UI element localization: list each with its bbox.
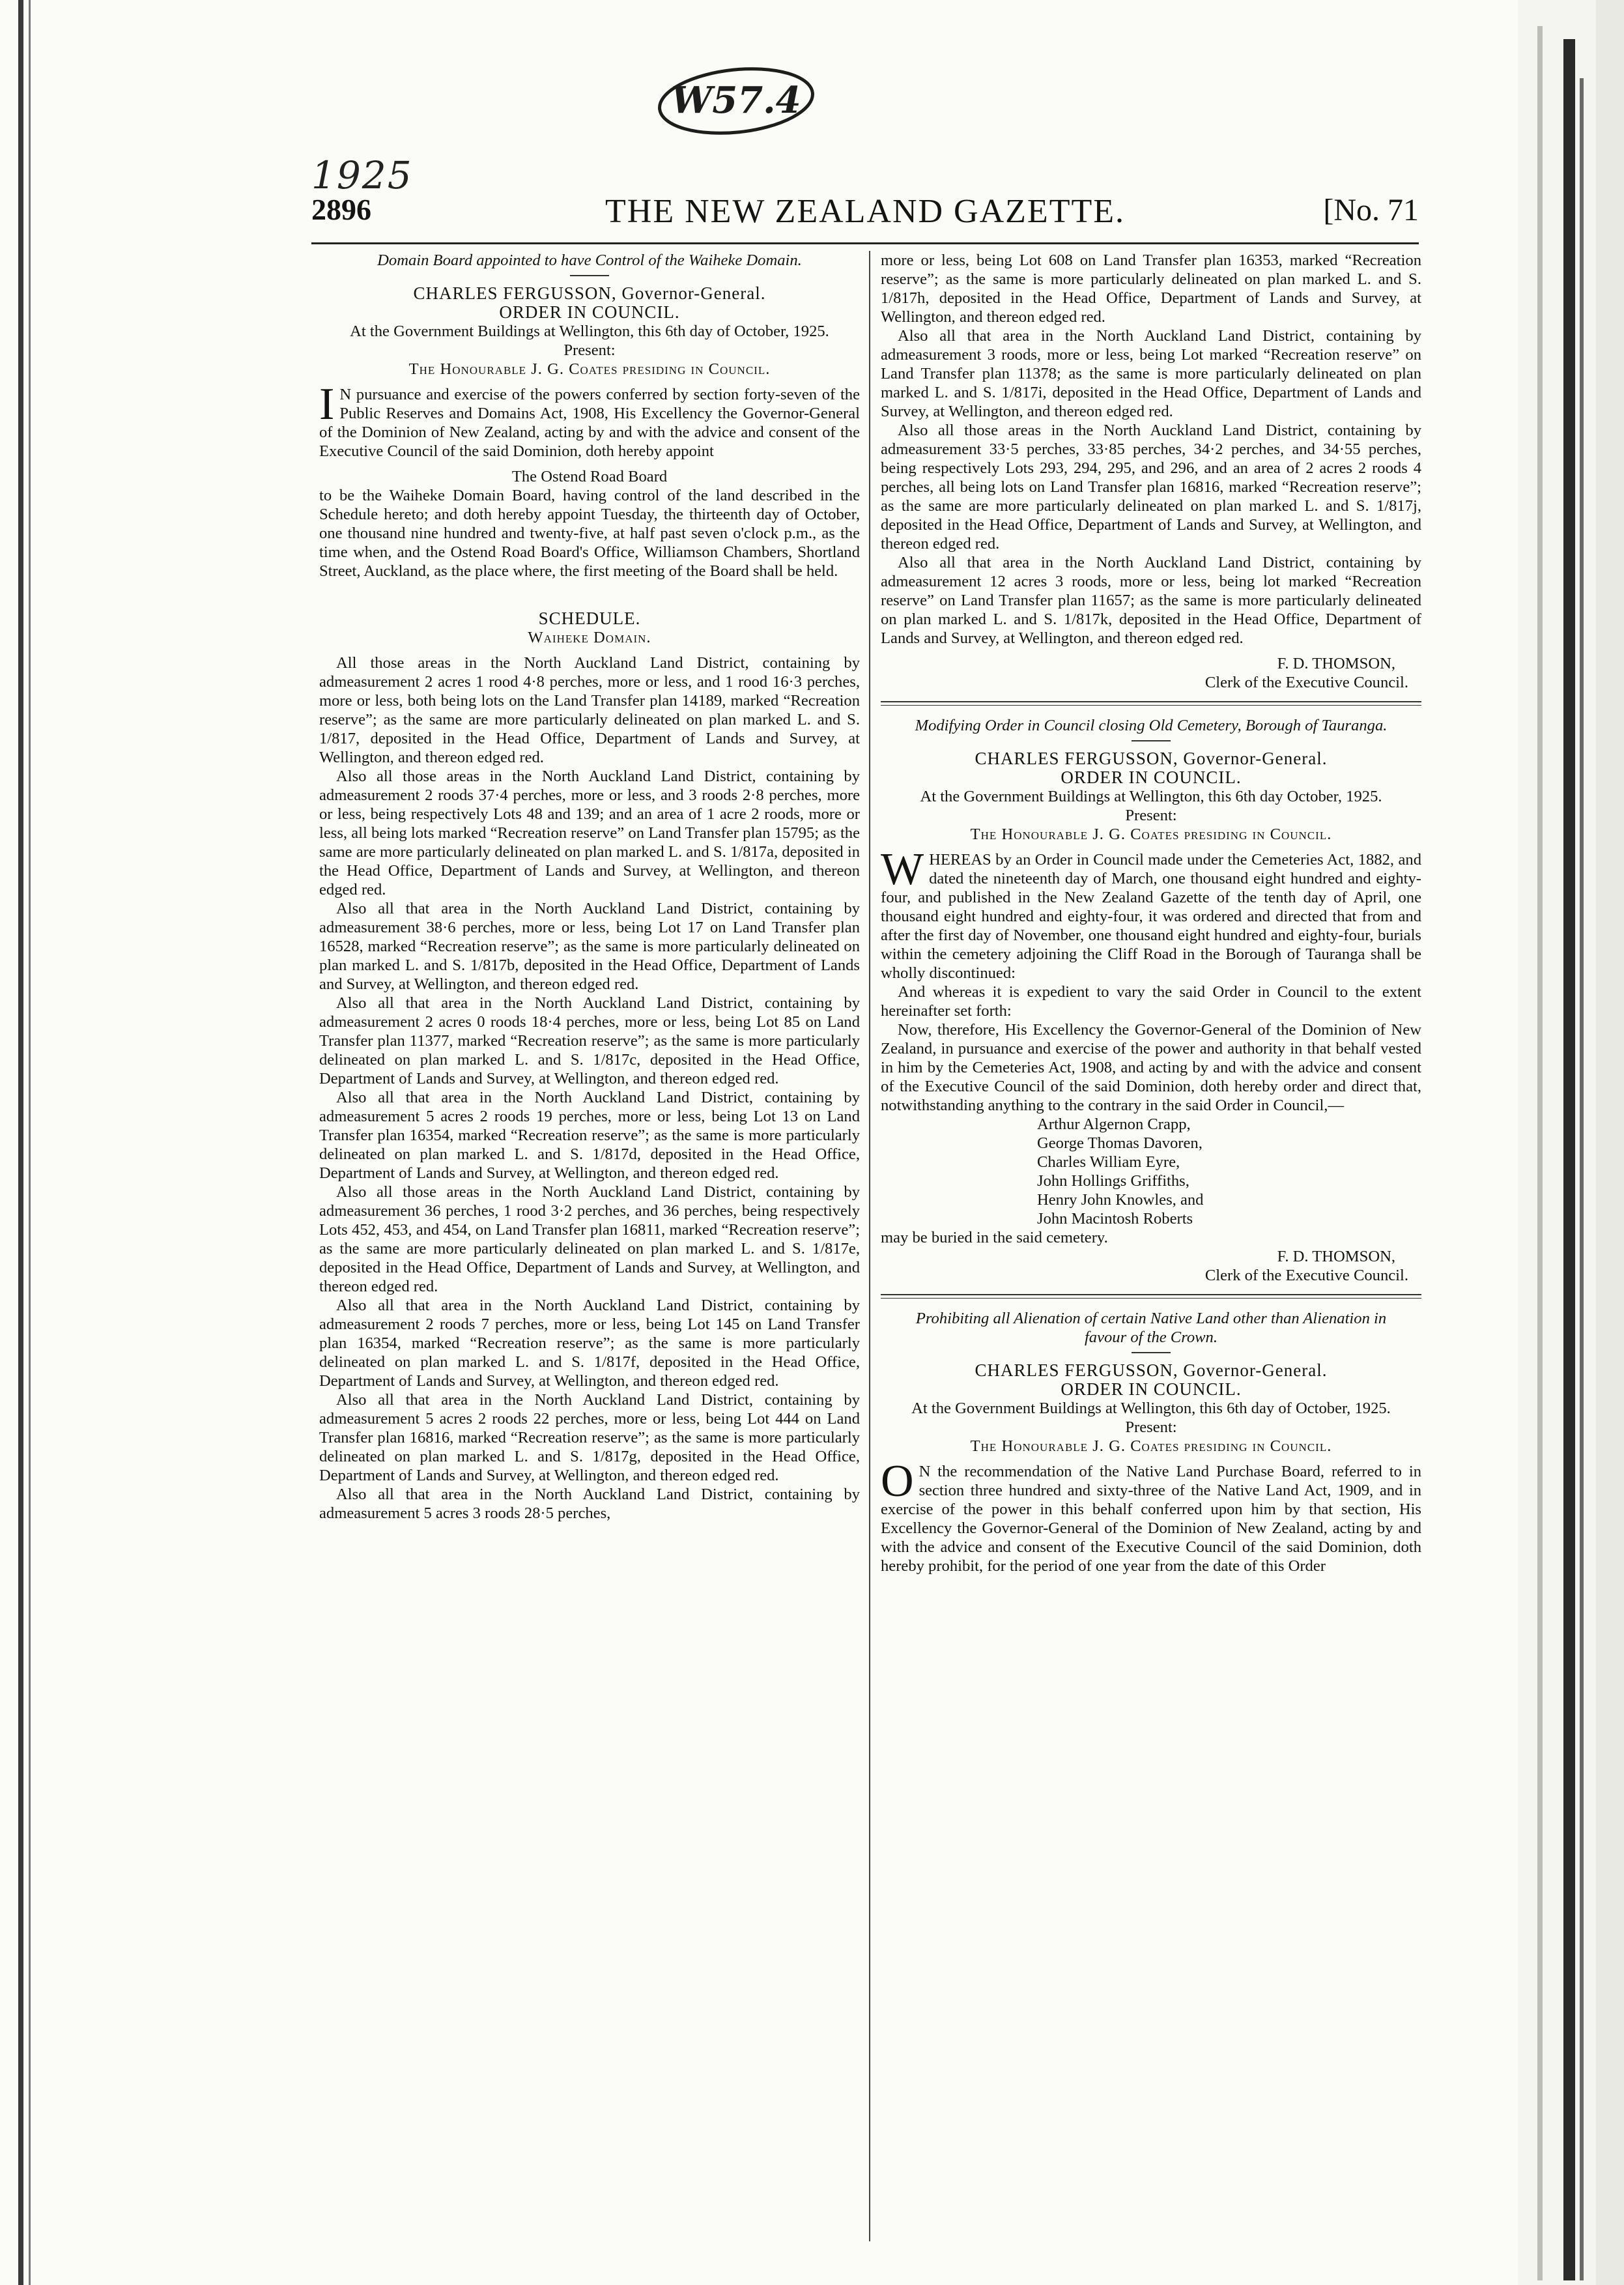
schedule-paragraph: Also all that area in the North Auckland Land District, containing by admeasurement 2 roods 7 perches, more or less, being Lot 145 on Land Transfer plan 16354, marked “Recreation reserve”; as the same is more particularly delineated on plan marked L. and S. 1/817f, deposited in the Head Office, Department of Lands and Survey, at Wellington, and thereon edged red.	[319, 1297, 860, 1390]
signature-name: F. D. THOMSON,	[1277, 655, 1395, 672]
order-heading: ORDER IN COUNCIL.	[1061, 1379, 1242, 1399]
schedule-heading: SCHEDULE.	[538, 609, 641, 628]
stamp-text: W57.4	[671, 79, 801, 122]
place-date: At the Government Buildings at Wellington, this 6th day of October, 1925.	[350, 323, 829, 340]
order-heading: ORDER IN COUNCIL.	[499, 302, 680, 322]
section-rule	[881, 701, 1421, 706]
signature-title: Clerk of the Executive Council.	[1204, 674, 1408, 691]
gazette-title: THE NEW ZEALAND GAZETTE.	[605, 193, 1125, 230]
name-item: Charles William Eyre,	[1037, 1153, 1180, 1171]
signature-name: F. D. THOMSON,	[1277, 1248, 1395, 1265]
governor-line: CHARLES FERGUSSON, Governor-General.	[413, 283, 766, 303]
order-paragraph-text: N pursuance and exercise of the powers conferred by section forty-seven of the Public Reserves and Domains Act, 1908, His Excellency the Governor-General of the Dominion of New Zealand, acting by and with the advice and consent of the Executive Council of the said Dominion, doth hereby appoint	[319, 386, 860, 460]
presiding-line: The Honourable J. G. Coates presiding in Council.	[970, 826, 1332, 843]
left-column	[319, 251, 860, 1523]
name-item: Henry John Knowles, and	[1037, 1191, 1204, 1209]
closing-line: may be buried in the said cemetery.	[881, 1229, 1108, 1246]
notice-caption: Prohibiting all Alienation of certain Native Land other than Alienation in favour of the Crown.	[915, 1310, 1387, 1346]
signature-title: Clerk of the Executive Council.	[1204, 1267, 1408, 1284]
drop-cap: O	[881, 1456, 914, 1506]
schedule-paragraph: Also all that area in the North Auckland Land District, containing by admeasurement 5 acres 3 roods 28·5 perches,	[319, 1486, 860, 1522]
notice-caption: Modifying Order in Council closing Old Cemetery, Borough of Tauranga.	[915, 717, 1388, 734]
place-date: At the Government Buildings at Wellington, this 6th day October, 1925.	[920, 788, 1382, 805]
drop-cap: I	[319, 379, 335, 429]
schedule-paragraph: Also all that area in the North Auckland Land District, containing by admeasurement 38·6 perches, more or less, being Lot 17 on Land Transfer plan 16528, marked “Recreation reserve”; as the same is more particularly delineated on plan marked L. and S. 1/817b, deposited in the Head Office, Department of Lands and Survey, at Wellington, and thereon edged red.	[319, 900, 860, 993]
notice-caption: Domain Board appointed to have Control of the Waiheke Domain.	[377, 251, 802, 269]
present-label: Present:	[563, 341, 616, 359]
presiding-line: The Honourable J. G. Coates presiding in Council.	[408, 360, 771, 378]
schedule-paragraph: Also all that area in the North Auckland Land District, containing by admeasurement 5 acres 2 roods 19 perches, more or less, being Lot 13 on Land Transfer plan 16354, marked “Recreation reserve”; as the same is more particularly delineated on plan marked L. and S. 1/817d, deposited in the Head Office, Department of Lands and Survey, at Wellington, and thereon edged red.	[319, 1089, 860, 1182]
schedule-paragraph: Also all those areas in the North Auckland Land District, containing by admeasurement 33·5 perches, 33·85 perches, 34·2 perches, and 34·55 perches, being respectively Lots 293, 294, 295, and 296, and an area of 2 acres 2 roods 4 perches, all being lots on Land Transfer plan 16816, marked “Recreation reserve”; as the same are more particularly delineated on plan marked L. and S. 1/817j, deposited in the Head Office, Department of Lands and Survey, at Wellington, and thereon edged red.	[881, 422, 1421, 553]
order-paragraph-2: to be the Waiheke Domain Board, having control of the land described in the Schedule hereto; and doth hereby appoint Tuesday, the thirteenth day of October, one thousand nine hundred and twenty-five, at half past seven o'clock p.m., as the time when, and the Ostend Road Board's Office, Williamson Chambers, Shortland Street, Auckland, as the place where, the first meeting of the Board shall be held.	[319, 487, 860, 580]
handwritten-year: 1925	[311, 153, 413, 197]
schedule-paragraph: Also all that area in the North Auckland Land District, containing by admeasurement 3 roods, more or less, being Lot marked “Recreation reserve” on Land Transfer plan 11378; as the same is more particularly delineated on plan marked L. and S. 1/817i, deposited in the Head Office, Department of Lands and Survey, at Wellington, and thereon edged red.	[881, 327, 1421, 420]
governor-line: CHARLES FERGUSSON, Governor-General.	[975, 1360, 1328, 1380]
schedule-paragraph: Also all that area in the North Auckland Land District, containing by admeasurement 2 acres 0 roods 18·4 perches, more or less, being Lot 85 on Land Transfer plan 11377, marked “Recreation reserve”; as the same is more particularly delineated on plan marked L. and S. 1/817c, deposited in the Head Office, Department of Lands and Survey, at Wellington, and thereon edged red.	[319, 994, 860, 1087]
name-item: John Hollings Griffiths,	[1037, 1172, 1190, 1190]
section-rule	[881, 1294, 1421, 1299]
governor-line: CHARLES FERGUSSON, Governor-General.	[975, 749, 1328, 768]
drop-cap: W	[881, 844, 924, 895]
order-paragraph-2: And whereas it is expedient to vary the said Order in Council to the extent hereinafter set forth:	[881, 983, 1421, 1020]
place-date: At the Government Buildings at Wellington, this 6th day of October, 1925.	[911, 1400, 1391, 1417]
archive-stamp	[655, 62, 818, 140]
name-item: George Thomas Davoren,	[1037, 1134, 1203, 1152]
order-paragraph	[881, 844, 1421, 983]
short-rule	[570, 275, 609, 276]
left-binding-edge	[0, 0, 46, 2285]
order-heading: ORDER IN COUNCIL.	[1061, 768, 1242, 787]
name-item: Arthur Algernon Crapp,	[1037, 1115, 1191, 1133]
page-number: 2896	[311, 193, 371, 226]
schedule-paragraph: Also all that area in the North Auckland Land District, containing by admeasurement 5 acres 2 roods 22 perches, more or less, being Lot 444 on Land Transfer plan 16816, marked “Recreation reserve”; as the same is more particularly delineated on plan marked L. and S. 1/817g, deposited in the Head Office, Department of Lands and Survey, at Wellington, and thereon edged red.	[319, 1391, 860, 1484]
issue-number: [No. 71	[1323, 193, 1419, 227]
order-paragraph-3: Now, therefore, His Excellency the Governor-General of the Dominion of New Zealand, in pursuance and exercise of the power and authority in that behalf vested in him by the Cemeteries Act, 1908, and acting by and with the advice and consent of the Executive Council of the said Dominion, doth hereby order and direct that, notwithstanding anything to the contrary in the said Order in Council,—	[881, 1021, 1421, 1114]
schedule-subheading: Waiheke Domain.	[528, 629, 651, 646]
short-rule	[1132, 740, 1171, 741]
order-paragraph	[319, 379, 860, 461]
right-column	[881, 251, 1421, 1575]
order-paragraph-text: HEREAS by an Order in Council made under the Cemeteries Act, 1882, and dated the nineteenth day of March, one thousand eight hundred and eighty-four, and published in the New Zealand Gazette of the tenth day of April, one thousand eight hundred and eighty-four, it was ordered and directed that from and after the first day of November, one thousand eight hundred and eighty-four, burials within the cemetery adjoining the Cliff Road in the Borough of Tauranga shall be wholly discontinued:	[881, 851, 1421, 982]
order-paragraph-text: N the recommendation of the Native Land Purchase Board, referred to in section three hundred and sixty-three of the Native Land Act, 1909, and in exercise of the power in this behalf conferred upon him by that section, His Excellency the Governor-General of the Dominion of New Zealand, acting by and with the advice and consent of the Executive Council of the said Dominion, doth hereby prohibit, for the period of one year from the date of this Order	[881, 1463, 1421, 1575]
running-head	[311, 192, 1419, 238]
presiding-line: The Honourable J. G. Coates presiding in Council.	[970, 1437, 1332, 1455]
schedule-paragraph: All those areas in the North Auckland Land District, containing by admeasurement 2 acres 1 rood 4·8 perches, more or less, and 1 rood 16·3 perches, more or less, both being lots on the Land Transfer plan 14189, marked “Recreation reserve”; as the same are more particularly delineated on plan marked L. and S. 1/817, deposited in the Head Office, Department of Lands and Survey, at Wellington, and thereon edged red.	[319, 654, 860, 766]
present-label: Present:	[1125, 807, 1177, 824]
column-divider	[869, 251, 870, 2241]
right-binding-edge	[1518, 0, 1624, 2285]
schedule-paragraph: Also all that area in the North Auckland Land District, containing by admeasurement 12 acres 3 roods, more or less, being lot marked “Recreation reserve” on Land Transfer plan 11657; as the same is more particularly delineated on plan marked L. and S. 1/817k, deposited in the Head Office, Department of Lands and Survey, at Wellington, and thereon edged red.	[881, 554, 1421, 647]
name-item: John Macintosh Roberts	[1037, 1210, 1193, 1228]
present-label: Present:	[1125, 1418, 1177, 1436]
schedule-paragraph: Also all those areas in the North Auckland Land District, containing by admeasurement 2 roods 37·4 perches, more or less, and 3 roods 2·8 perches, more or less, being respectively Lots 48 and 139; and an area of 1 acre 2 roods, more or less, all being lots marked “Recreation reserve” on Land Transfer plan 15795; as the same are more particularly delineated on plan marked L. and S. 1/817a, deposited in the Head Office, Department of Lands and Survey, at Wellington, and thereon edged red.	[319, 768, 860, 898]
schedule-paragraph: more or less, being Lot 608 on Land Transfer plan 16353, marked “Recreation reserve”; as the same is more particularly delineated on plan marked L. and S. 1/817h, deposited in the Head Office, Department of Lands and Survey, at Wellington, and thereon edged red.	[881, 251, 1421, 326]
header-rule	[311, 242, 1419, 244]
names-list	[1037, 1115, 1421, 1228]
schedule-paragraph: Also all those areas in the North Auckland Land District, containing by admeasurement 36 perches, 1 rood 3·2 perches, and 36 perches, being respectively Lots 452, 453, and 454, on Land Transfer plan 16811, marked “Recreation reserve”; as the same are more particularly delineated on plan marked L. and S. 1/817e, deposited in the Head Office, Department of Lands and Survey, at Wellington, and thereon edged red.	[319, 1183, 860, 1295]
order-paragraph	[881, 1456, 1421, 1575]
short-rule	[1132, 1352, 1171, 1353]
board-name: The Ostend Road Board	[511, 468, 668, 485]
